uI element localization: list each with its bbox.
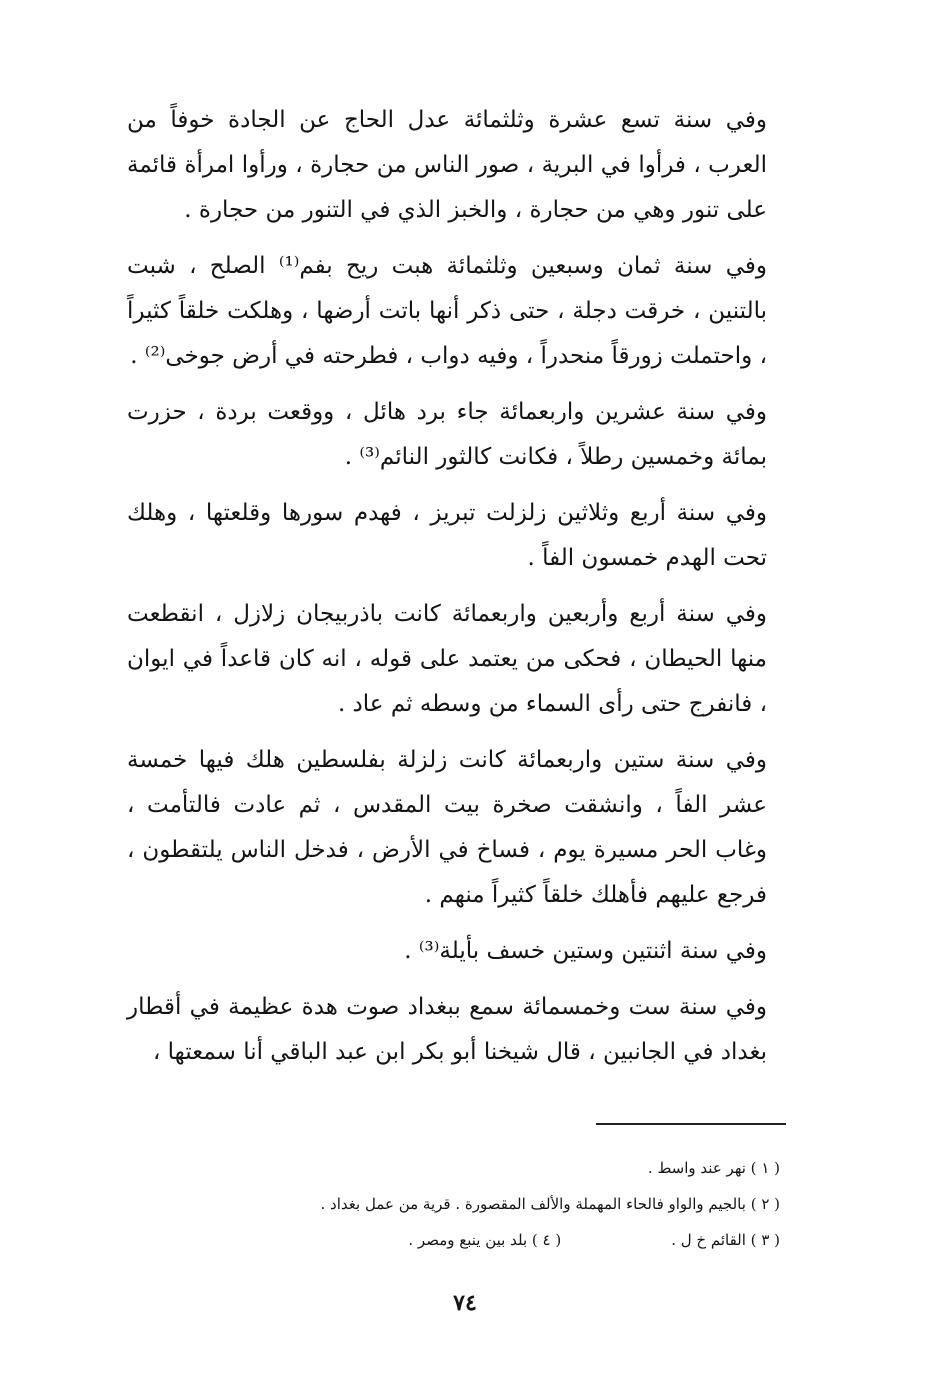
paragraph-year-420: وفي سنة عشرين واربعمائة جاء برد هائل ، ووقعت بردة ، حزرت بمائة وخمسين رطلاً ، فكانت كالثور النائم⁽³⁾ . <box>127 399 767 470</box>
page-number: ٧٤ <box>453 1290 477 1316</box>
footnote-row-1 <box>140 1150 780 1186</box>
paragraph-year-319: وفي سنة تسع عشرة وثلثمائة عدل الحاج عن الجادة خوفاً من العرب ، فرأوا في البرية ، صور الناس من حجارة ، ورأوا امرأة قائمة على تنور وهي من حجارة ، والخبز الذي في التنور من حجارة . <box>127 107 767 223</box>
footnote-2: ( ٢ ) بالجيم والواو فالحاء المهملة والألف المقصورة . قرية من عمل بغداد . <box>320 1195 780 1213</box>
paragraph-year-460: وفي سنة ستين واربعمائة كانت زلزلة بفلسطين هلك فيها خمسة عشر الفاً ، وانشقت صخرة بيت المقدس ، ثم عادت فالتأمت ، وغاب الحر مسيرة يوم ، فساخ في الأرض ، فدخل الناس يلتقطون ، فرجع عليهم فأهلك خلقاً كثيراً منهم . <box>127 747 767 908</box>
footnote-4: ( ٤ ) بلد بين ينبع ومصر . <box>408 1231 562 1249</box>
footnote-1: ( ١ ) نهر عند واسط . <box>647 1159 780 1177</box>
paragraph-year-462: وفي سنة اثنتين وستين خسف بأيلة⁽³⁾ . <box>404 938 767 964</box>
paragraph-year-434: وفي سنة أربع وثلاثين زلزلت تبريز ، فهدم سورها وقلعتها ، وهلك تحت الهدم خمسون الفاً . <box>127 500 767 571</box>
footnote-row-2 <box>140 1186 780 1222</box>
paragraph-year-444: وفي سنة أربع وأربعين واربعمائة كانت باذربيجان زلازل ، انقطعت منها الحيطان ، فحكى من يعتمد على قوله ، انه كان قاعداً في ايوان ، فانفرج حتى رأى السماء من وسطه ثم عاد . <box>127 601 767 717</box>
footnote-row-3 <box>140 1222 780 1258</box>
paragraph-year-378: وفي سنة ثمان وسبعين وثلثمائة هبت ريح بفم⁽¹⁾ الصلح ، شبت بالتنين ، خرقت دجلة ، حتى ذكر أنها باتت أرضها ، وهلكت خلقاً كثيراً ، واحتملت زورقاً منحدراً ، وفيه دواب ، فطرحته في أرض جوخى⁽²⁾ . <box>127 253 767 369</box>
paragraph-year-506: وفي سنة ست وخمسمائة سمع ببغداد صوت هدة عظيمة في أقطار بغداد في الجانبين ، قال شيخنا أبو بكر ابن عبد الباقي أنا سمعتها ، <box>127 994 767 1065</box>
footnote-separator <box>596 1123 786 1125</box>
footnote-3: ( ٣ ) القائم خ ل . <box>671 1231 780 1249</box>
footnotes <box>140 1150 780 1258</box>
main-text <box>127 98 767 1086</box>
